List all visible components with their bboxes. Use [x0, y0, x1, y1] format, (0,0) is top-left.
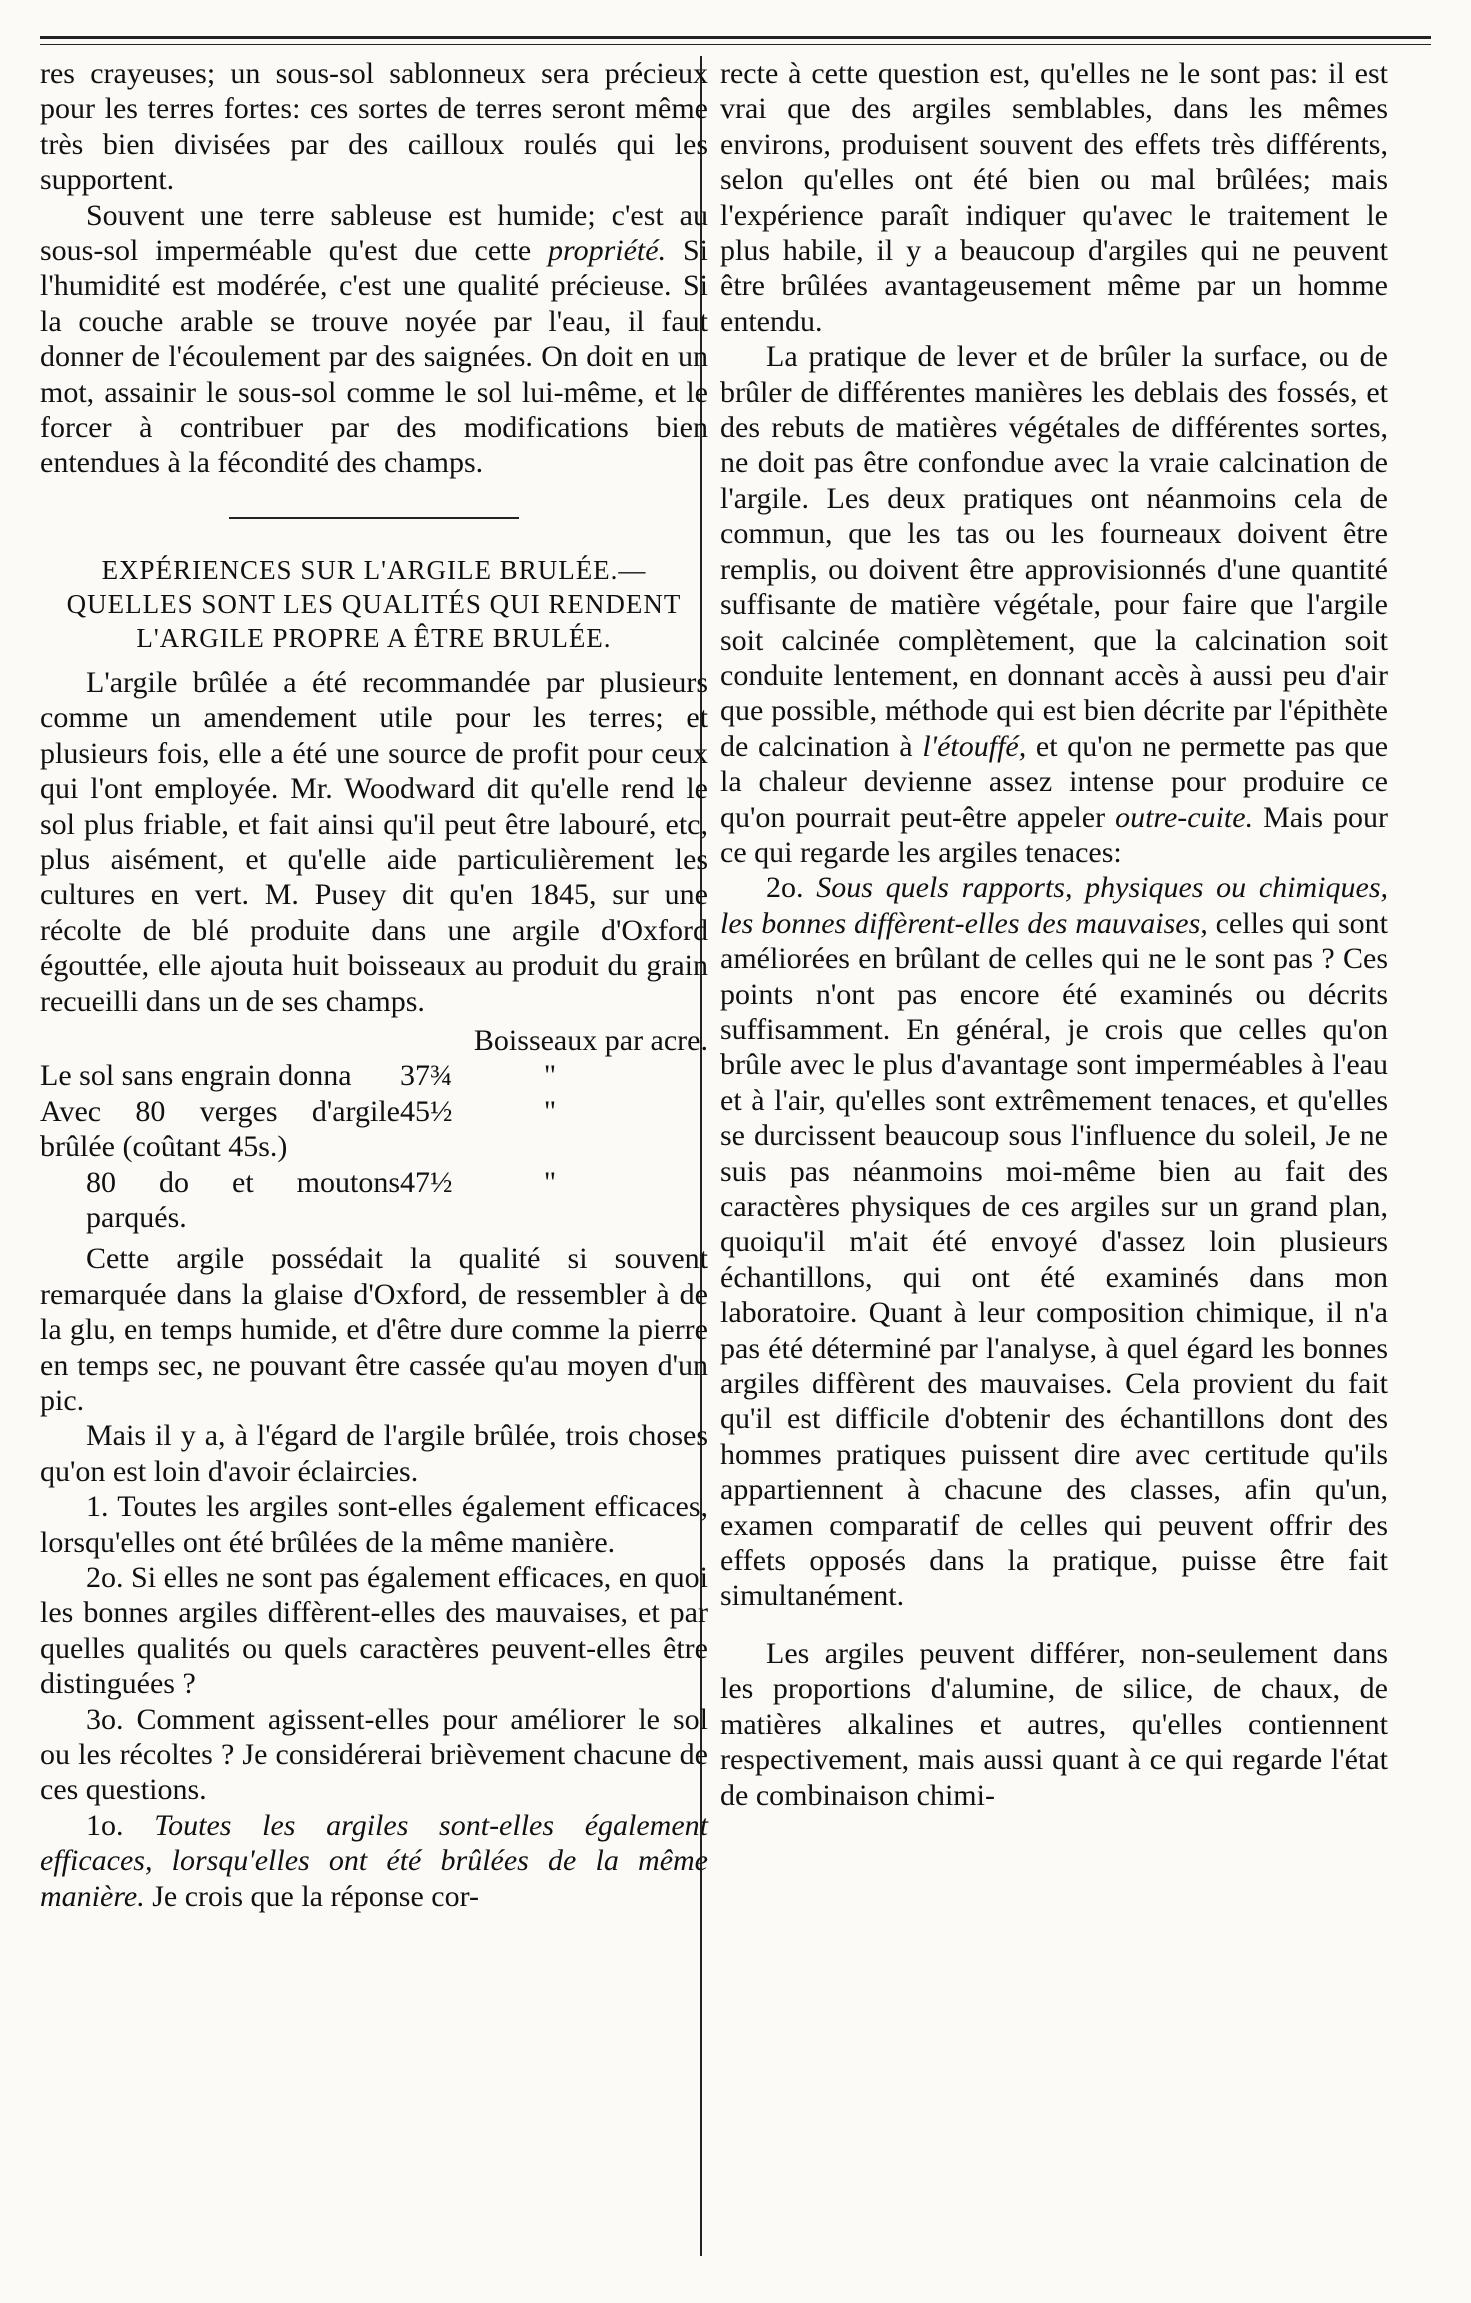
- table-label: Le sol sans engrain donna: [40, 1059, 352, 1093]
- paragraph: Cette argile possédait la qualité si souvent remarquée dans la glaise d'Oxford, de ressembler à de la glu, en temps humide, et d'être dure comme la pierre en temps sec, ne pouvant être cassée qu'au moyen d'un pic.: [40, 1242, 708, 1417]
- paragraph: recte à cette question est, qu'elles ne le sont pas: il est vrai que des argiles semblables, dans les mêmes environs, produisent souvent des effets très différents, selon qu'elles ont été bien ou mal brûlées; mais l'expérience paraît indiquer qu'avec le traitement le plus habile, il y a beaucoup d'argiles qui ne peuvent être brûlées avantageusement même par un homme entendu.: [720, 57, 1388, 338]
- table-ditto: ": [543, 1059, 557, 1093]
- table-ditto: ": [543, 1094, 557, 1128]
- section-heading: EXPÉRIENCES SUR L'ARGILE BRULÉE.— QUELLES SONT LES QUALITÉS QUI RENDENT L'ARGILE PROPRE A ÊTRE BRULÉE.: [66, 554, 682, 653]
- paragraph: res crayeuses; un sous-sol sablonneux sera précieux pour les terres fortes: ces sortes de terres seront même très bien divisées par des cailloux roulés qui les supportent.: [40, 57, 708, 197]
- table-label: Avec 80 verges d'argile brûlée (coûtant 45s.): [40, 1094, 400, 1164]
- paragraph: La pratique de lever et de brûler la surface, ou de brûler de différentes manières les deblais des fossés, et des rebuts de matières végétales de différentes sortes, ne doit pas être confondue avec la vraie calcination de l'argile. Les deux pratiques ont néanmoins cela de commun, que les tas ou les fourneaux doivent être remplis, ou doivent être approvisionnés d'une quantité suffisante de matière végétale, pour faire que l'argile soit calcinée complètement, que la calcination soit conduite lentement, en donnant accès à aussi peu d'air que possible, méthode qui est bien décrite par l'épithète de calcination à l'étouffé, et qu'on ne permette pas que la chaleur devienne assez intense pour produire ce qu'on pourrait peut-être appeler outre-cuite. Mais pour ce qui regarde les argiles tenaces:: [720, 340, 1389, 869]
- paragraph: Les argiles peuvent différer, non-seulement dans les proportions d'alumine, de silice, de chaux, de matières alkalines et autres, qu'elles contiennent respectivement, mais aussi quant à ce qui regarde l'état de combinaison chimi-: [720, 1636, 1388, 1812]
- table-row: [40, 1165, 708, 1236]
- table-row: [40, 1058, 708, 1093]
- table-row: [40, 1094, 708, 1165]
- right-column: [720, 56, 1388, 1813]
- yield-table: [40, 1023, 708, 1235]
- table-label: 80 do et moutons parqués.: [86, 1165, 400, 1234]
- paragraph: Souvent une terre sableuse est humide; c'est au sous-sol imperméable qu'est due cette propriété. Si l'humidité est modérée, c'est une qualité précieuse. Si la couche arable se trouve noyée par l'eau, il faut donner de l'écoulement par des saignées. On doit en un mot, assainir le sous-sol comme le sol lui-même, et le forcer à contribuer par des modifications bien entendues à la fécondité des champs.: [40, 198, 709, 480]
- table-value: 37¾: [400, 1059, 453, 1093]
- top-double-rule: [40, 36, 1431, 45]
- paragraph: 3o. Comment agissent-elles pour améliorer le sol ou les récoltes ? Je considérerai brièvement chacune de ces questions.: [40, 1702, 708, 1807]
- paragraph: 1o. Toutes les argiles sont-elles également efficaces, lorsqu'elles ont été brûlées de la même manière. Je crois que la réponse cor-: [40, 1808, 708, 1913]
- table-value: 47½: [400, 1165, 453, 1199]
- left-column: [40, 56, 708, 1914]
- table-header-row: [40, 1023, 708, 1058]
- section-rule: [229, 517, 519, 519]
- paragraph: 2o. Si elles ne sont pas également efficaces, en quoi les bonnes argiles diffèrent-elles des mauvaises, et par quelles qualités ou quels caractères peuvent-elles être distinguées ?: [40, 1561, 708, 1701]
- table-ditto: ": [543, 1165, 557, 1199]
- paragraph: 1. Toutes les argiles sont-elles également efficaces, lorsqu'elles ont été brûlées de la même manière.: [40, 1490, 708, 1559]
- table-value: 45½: [400, 1094, 453, 1128]
- paragraph: 2o. Sous quels rapports, physiques ou chimiques, les bonnes diffèrent-elles des mauvaises, celles qui sont améliorées en brûlant de celles qui ne le sont pas ? Ces points n'ont pas encore été examinés ou décrits suffisamment. En général, je crois que celles qu'on brûle avec le plus d'avantage sont imperméables à l'eau et à l'air, qu'elles sont extrêmement tenaces, et qu'elles se durcissent beaucoup sous l'influence du soleil, Je ne suis pas néanmoins moi-même bien au fait des caractères physiques de ces argiles sur un grand plan, quoiqu'il m'ait été envoyé d'assez loin plusieurs échantillons, qui ont été examinés dans mon laboratoire. Quant à leur composition chimique, il n'a pas été déterminé par l'analyse, à quel égard les bonnes argiles diffèrent des mauvaises. Cela provient du fait qu'il est difficile d'obtenir des échantillons dont des hommes pratiques puissent dire avec certitude qu'ils appartiennent à chacune des classes, afin qu'un, examen comparatif de celles qui peuvent offrir des effets opposés dans la pratique, puisse être fait simultanément.: [720, 871, 1388, 1613]
- paragraph: L'argile brûlée a été recommandée par plusieurs comme un amendement utile pour les terres; et plusieurs fois, elle a été une source de profit pour ceux qui l'ont employée. Mr. Woodward dit qu'elle rend le sol plus friable, et fait ainsi qu'il peut être labouré, etc, plus aisément, et qu'elle aide particulièrement les cultures en vert. M. Pusey dit qu'en 1845, sur une récolte de blé produite dans une argile d'Oxford égouttée, elle ajouta huit boisseaux au produit du grain recueilli dans un de ses champs.: [40, 665, 708, 1018]
- table-header: Boisseaux par acre.: [473, 1023, 708, 1057]
- paragraph: Mais il y a, à l'égard de l'argile brûlée, trois choses qu'on est loin d'avoir éclaircies.: [40, 1419, 708, 1488]
